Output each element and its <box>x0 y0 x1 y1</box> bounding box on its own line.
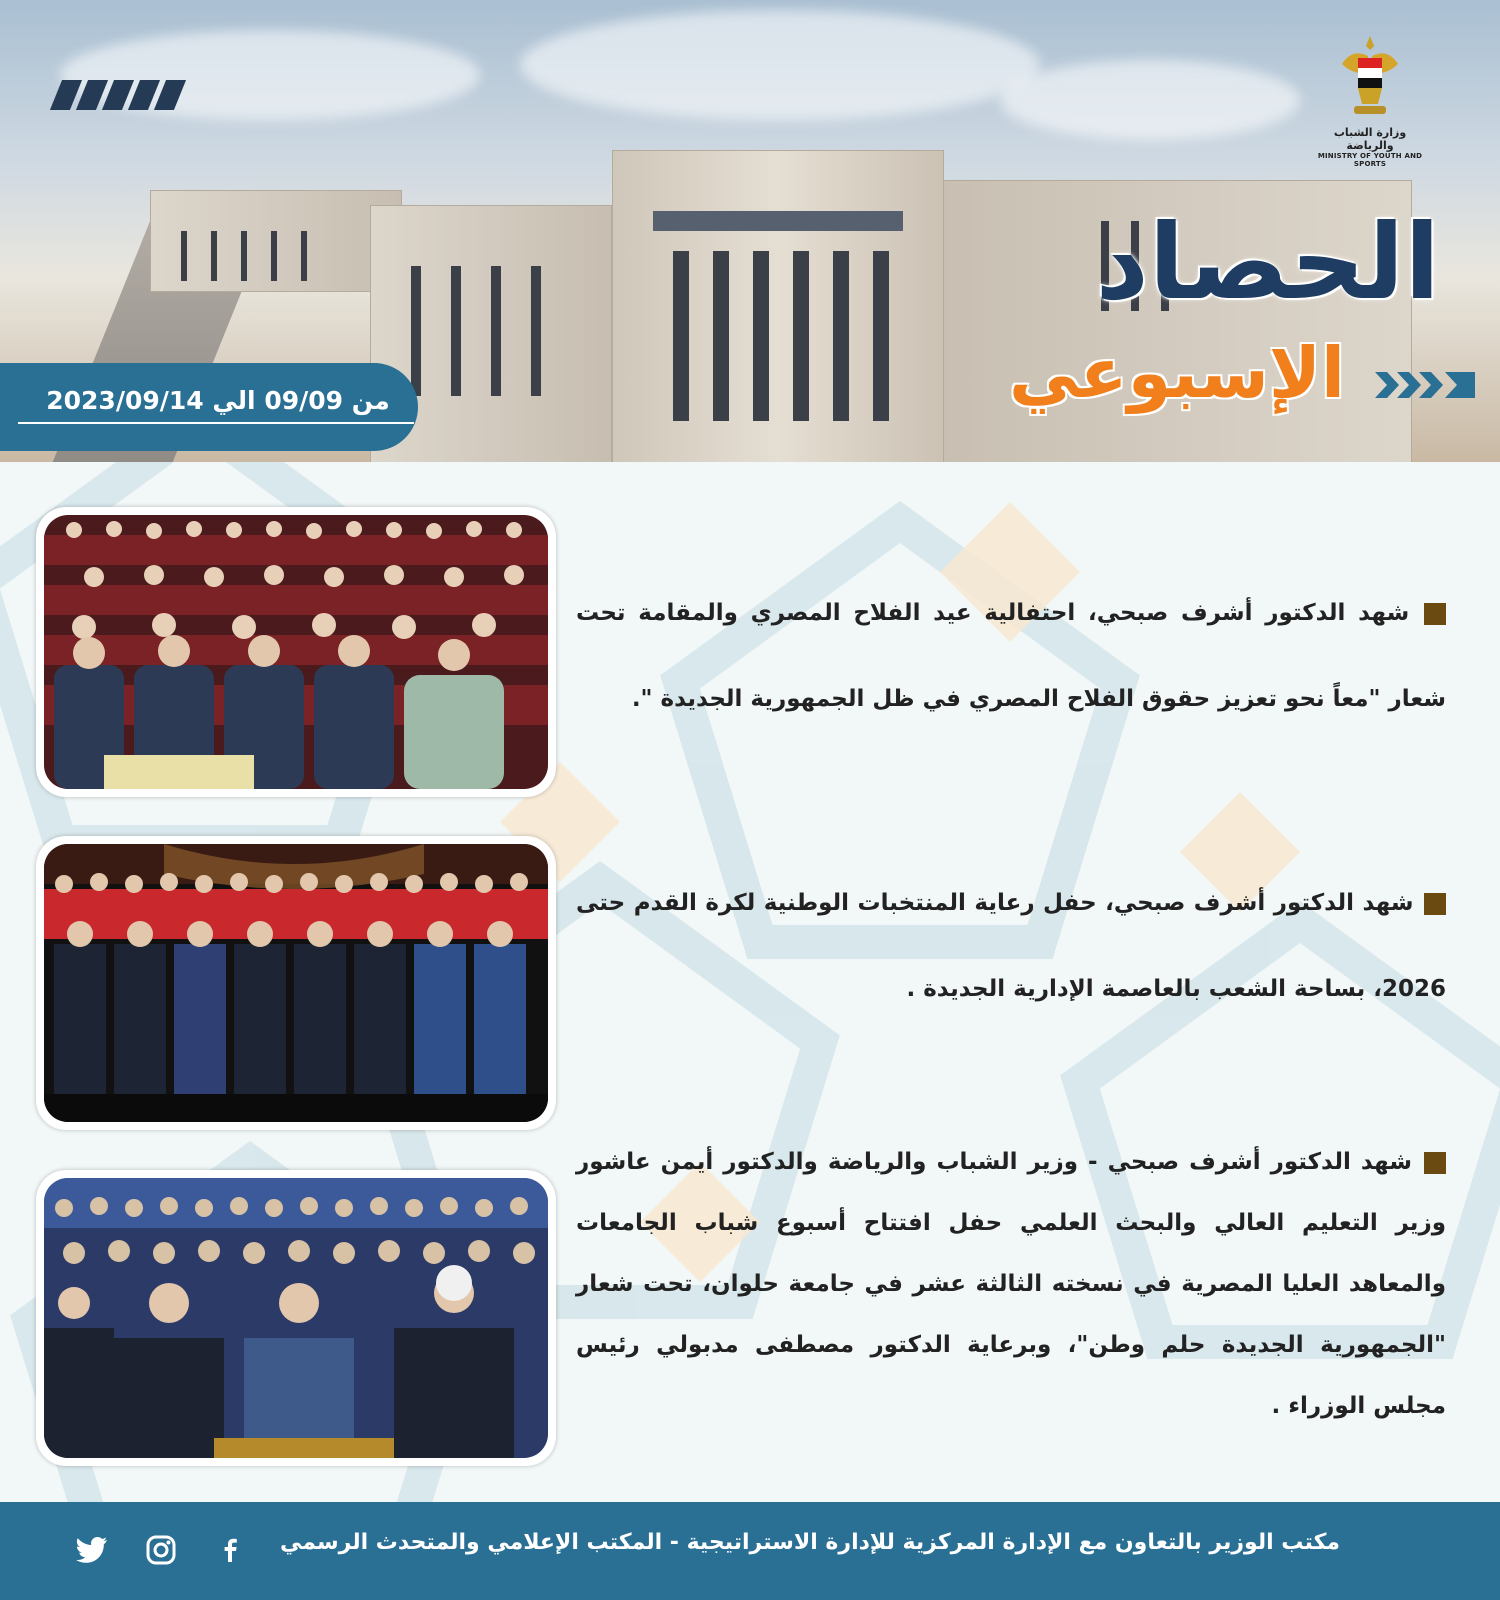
bullet-square-icon <box>1424 1152 1446 1174</box>
instagram-icon[interactable] <box>139 1528 183 1572</box>
date-range: من 09/09 الي 2023/09/14 <box>46 386 390 415</box>
footer-credit: مكتب الوزير بالتعاون مع الإدارة المركزية للإدارة الاستراتيجية - المكتب الإعلامي والمتحدث الرسمي <box>280 1530 1340 1555</box>
date-underline <box>18 422 414 424</box>
news-item-2 <box>576 860 1446 1032</box>
cloud <box>520 10 1040 120</box>
ministry-name-arabic: وزارة الشباب والرياضة <box>1333 126 1407 152</box>
title-weekly: الإسبوعي <box>1008 332 1345 414</box>
ministry-logo <box>1310 34 1430 168</box>
news-item-3-text: شهد الدكتور أشرف صبحي - وزير الشباب والرياضة والدكتور أيمن عاشور وزير التعليم العالي والبحث العلمي حفل افتتاح أسبوع شباب الجامعات والمعاهد العليا المصرية في نسخته الثالثة عشر في جامعة حلوان، تحت شعار "الجمهورية الجديدة حلم وطن"، وبرعاية الدكتور مصطفى مدبولي رئيس مجلس الوزراء . <box>576 1149 1446 1419</box>
news-item-1 <box>576 570 1446 742</box>
cloud <box>1000 60 1300 140</box>
photo-farmer-day-audience <box>44 515 548 789</box>
photo-card-farmer-day <box>36 507 556 797</box>
news-item-1-text: شهد الدكتور أشرف صبحي، احتفالية عيد الفلاح المصري والمقامة تحت شعار "معاً نحو تعزيز حقوق الفلاح المصري في ظل الجمهورية الجديدة ". <box>576 600 1446 712</box>
bullet-square-icon <box>1424 893 1446 915</box>
bullet-square-icon <box>1424 603 1446 625</box>
building <box>150 190 402 292</box>
photo-card-national-teams <box>36 836 556 1130</box>
news-item-2-text: شهد الدكتور أشرف صبحي، حفل رعاية المنتخبات الوطنية لكرة القدم حتى 2026، بساحة الشعب بالعاصمة الإدارية الجديدة . <box>576 890 1446 1002</box>
twitter-icon[interactable] <box>70 1528 114 1572</box>
facebook-icon[interactable] <box>208 1528 252 1572</box>
news-item-3 <box>576 1132 1446 1437</box>
decorative-stripes <box>56 80 180 110</box>
eagle-emblem-icon <box>1338 34 1402 124</box>
title-weekly-harvest: الحصاد <box>1095 201 1440 323</box>
chevron-arrows-icon <box>1375 372 1475 398</box>
ministry-name-english: MINISTRY OF YOUTH AND SPORTS <box>1317 152 1423 168</box>
photo-university-week-opening <box>44 1178 548 1458</box>
photo-card-university-week <box>36 1170 556 1466</box>
photo-national-teams-ceremony <box>44 844 548 1122</box>
ministry-building <box>612 150 944 462</box>
